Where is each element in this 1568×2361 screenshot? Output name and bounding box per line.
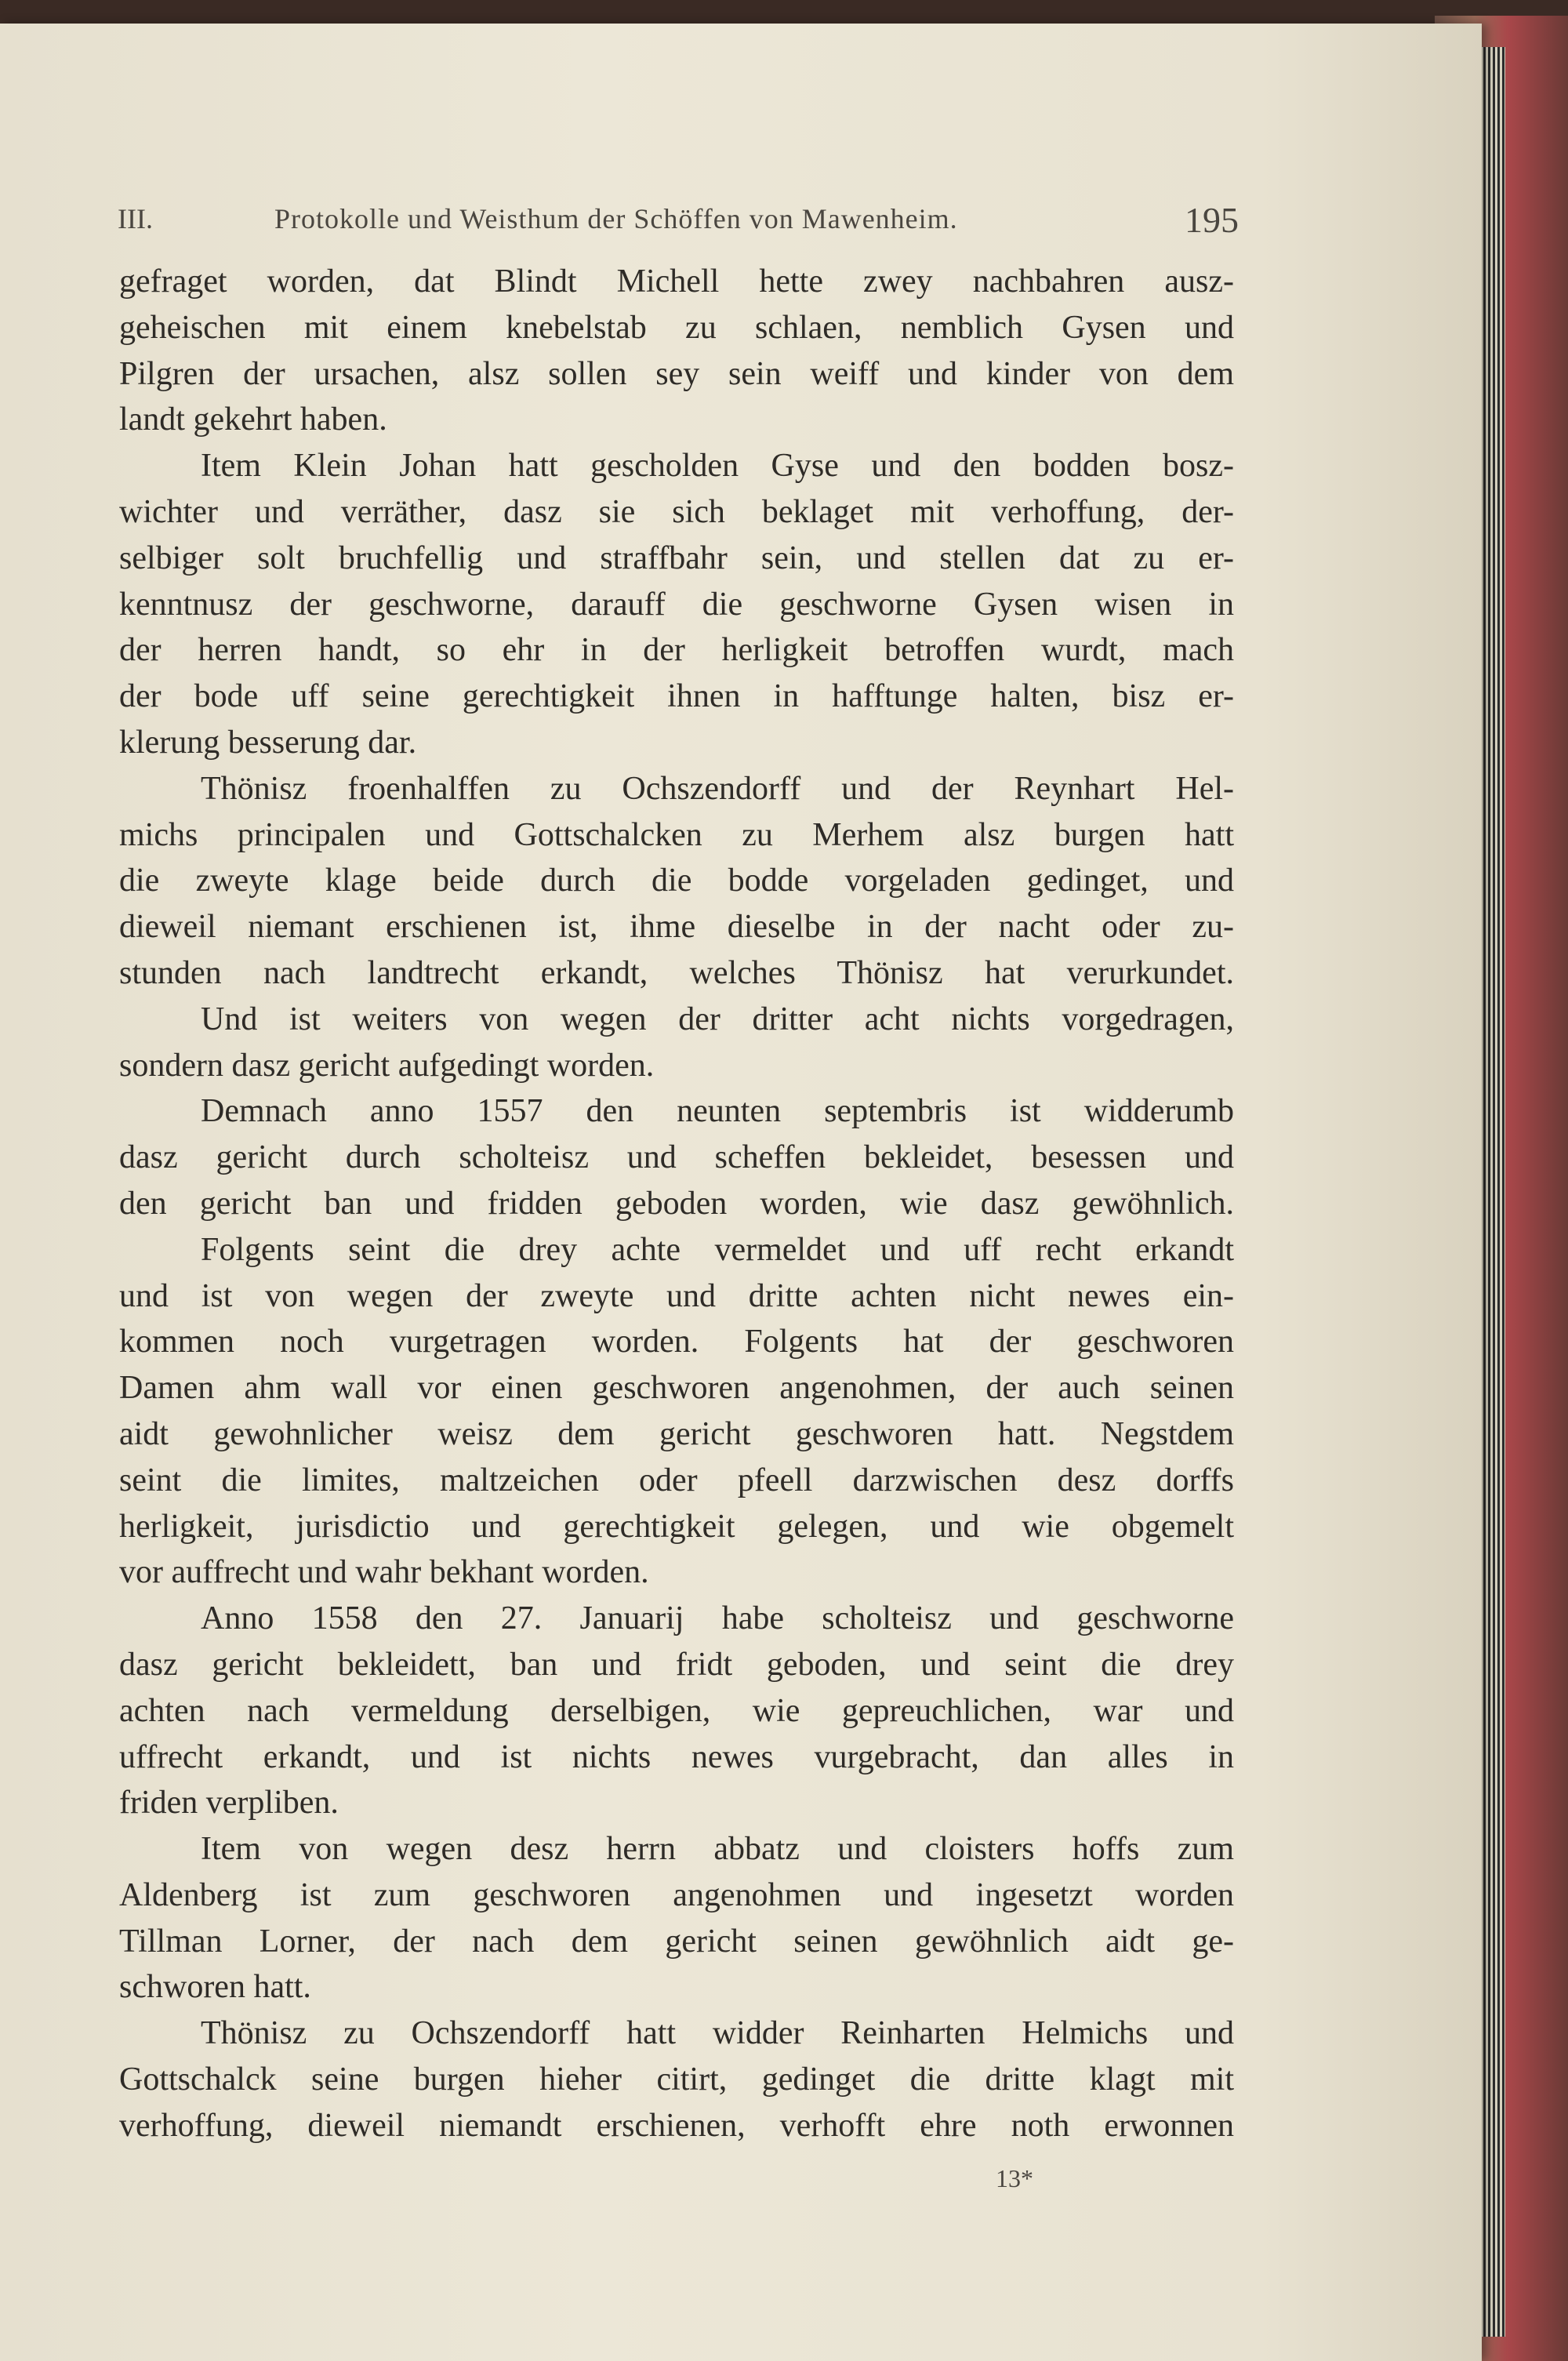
text-line: geheischen mit einem knebelstab zu schlaen, nemblich Gysen und — [119, 309, 1234, 346]
text-line: Demnach anno 1557 den neunten septembris ist widderumb — [201, 1093, 1234, 1130]
text-line: sondern dasz gericht aufgedingt worden. — [119, 1047, 655, 1084]
text-line: verhoffung, dieweil niemandt erschienen, verhofft ehre noth erwonnen — [119, 2107, 1234, 2144]
text-line: uffrecht erkandt, und ist nichts newes vurgebracht, dan alles in — [119, 1738, 1234, 1775]
text-line: den gericht ban und fridden geboden worden, wie dasz gewöhnlich. — [119, 1185, 1234, 1222]
text-line: michs principalen und Gottschalcken zu Merhem alsz burgen hatt — [119, 816, 1234, 853]
running-header — [118, 202, 1239, 249]
text-line: stunden nach landtrecht erkandt, welches Thönisz hat verurkundet. — [119, 954, 1234, 991]
text-line: schworen hatt. — [119, 1969, 311, 2006]
text-line: gefraget worden, dat Blindt Michell hette zwey nachbahren ausz- — [119, 263, 1234, 300]
text-line: und ist von wegen der zweyte und dritte achten nicht newes ein- — [119, 1277, 1234, 1314]
text-line: Gottschalck seine burgen hieher citirt, gedinget die dritte klagt mit — [119, 2061, 1234, 2098]
text-line: aidt gewohnlicher weisz dem gericht geschworen hatt. Negstdem — [119, 1415, 1234, 1452]
text-line: Anno 1558 den 27. Januarij habe scholteisz und geschworne — [201, 1600, 1234, 1637]
chapter-number: III. — [118, 203, 153, 234]
text-line: Thönisz zu Ochszendorff hatt widder Reinharten Helmichs und — [201, 2015, 1234, 2052]
text-line: dasz gericht bekleidett, ban und fridt geboden, und seint die drey — [119, 1646, 1234, 1683]
text-line: dasz gericht durch scholteisz und scheffen bekleidet, besessen und — [119, 1139, 1234, 1176]
body-text — [119, 259, 1234, 2149]
text-line: landt gekehrt haben. — [119, 401, 387, 438]
text-line: Folgents seint die drey achte vermeldet und uff recht erkandt — [201, 1231, 1234, 1268]
text-line: selbiger solt bruchfellig und straffbahr sein, und stellen dat zu er- — [119, 539, 1234, 576]
text-line: der bode uff seine gerechtigkeit ihnen in hafftunge halten, bisz er- — [119, 678, 1234, 715]
text-line: wichter und verräther, dasz sie sich beklaget mit verhoffung, der- — [119, 493, 1234, 530]
text-line: achten nach vermeldung derselbigen, wie gepreuchlichen, war und — [119, 1692, 1234, 1729]
text-line: Thönisz froenhalffen zu Ochszendorff und der Reynhart Hel- — [201, 770, 1234, 807]
text-line: herligkeit, jurisdictio und gerechtigkeit gelegen, und wie obgemelt — [119, 1508, 1234, 1545]
text-line: dieweil niemant erschienen ist, ihme dieselbe in der nacht oder zu- — [119, 909, 1234, 946]
text-line: die zweyte klage beide durch die bodde vorgeladen gedinget, und — [119, 863, 1234, 899]
text-line: seint die limites, maltzeichen oder pfeell darzwischen desz dorffs — [119, 1462, 1234, 1498]
text-line: Item Klein Johan hatt gescholden Gyse und den bodden bosz- — [201, 448, 1234, 485]
text-line: Damen ahm wall vor einen geschworen angenohmen, der auch seinen — [119, 1370, 1234, 1407]
page-number: 195 — [1185, 200, 1239, 240]
text-line: Pilgren der ursachen, alsz sollen sey sein weiff und kinder von dem — [119, 355, 1234, 392]
text-line: Item von wegen desz herrn abbatz und cloisters hoffs zum — [201, 1831, 1234, 1868]
text-line: klerung besserung dar. — [119, 724, 417, 761]
running-title: Protokolle und Weisthum der Schöffen von Mawenheim. — [274, 203, 958, 234]
text-line: Und ist weiters von wegen der dritter acht nichts vorgedragen, — [201, 1001, 1234, 1037]
text-line: Aldenberg ist zum geschworen angenohmen und ingesetzt worden — [119, 1876, 1234, 1913]
text-line: friden verpliben. — [119, 1785, 339, 1822]
book-page — [0, 24, 1482, 2361]
text-line: kommen noch vurgetragen worden. Folgents hat der geschworen — [119, 1324, 1234, 1360]
text-line: Tillman Lorner, der nach dem gericht seinen gewöhnlich aidt ge- — [119, 1923, 1234, 1960]
text-line: vor auffrecht und wahr bekhant worden. — [119, 1554, 649, 1591]
text-line: kenntnusz der geschworne, darauff die geschworne Gysen wisen in — [119, 586, 1234, 623]
text-line: der herren handt, so ehr in der herligkeit betroffen wurdt, mach — [119, 632, 1234, 669]
signature-mark: 13* — [996, 2164, 1033, 2192]
